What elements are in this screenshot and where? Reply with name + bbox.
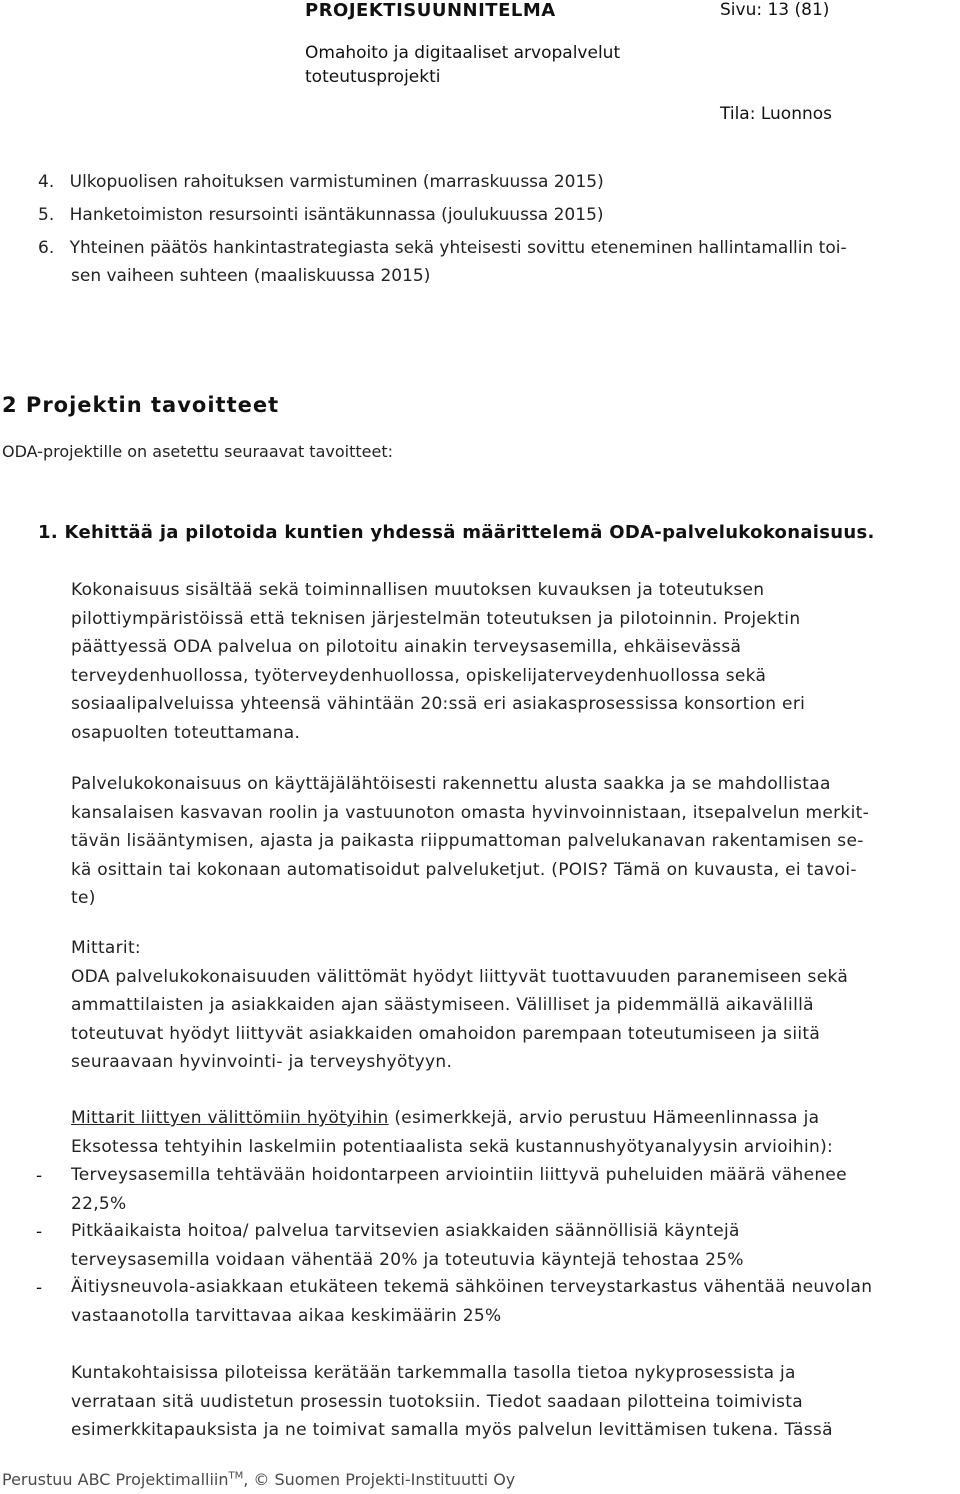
- bullet-item: [71, 1217, 956, 1274]
- text-line: Terveysasemilla tehtävään hoidontarpeen arviointiin liittyvä puheluiden määrä vähenee: [71, 1165, 847, 1185]
- text-line: kä osittain tai kokonaan automatisoidut palveluketjut. (POIS? Tämä on kuvausta, ei tavoi-: [71, 859, 857, 880]
- text-line: ammattilaisten ja asiakkaiden ajan säästymiseen. Välilliset ja pidemmällä aikavälillä: [71, 995, 814, 1015]
- list-text: Yhteinen päätös hankintastrategiasta sekä yhteisesti sovittu eteneminen hallintamallin toi-: [69, 238, 847, 258]
- text-line: Pitkäaikaista hoitoa/ palvelua tarvitsevien asiakkaiden säännöllisiä käyntejä: [71, 1221, 740, 1241]
- bullet-item: [71, 1161, 956, 1218]
- text-line: seuraavaan hyvinvointi- ja terveyshyötyyn.: [71, 1052, 453, 1072]
- text-line: esimerkkitapauksista ja ne toimivat samalla myös palvelun levittämisen tukena. Tässä: [71, 1420, 833, 1440]
- text-line: verrataan sitä uudistetun prosessin tuotoksiin. Tiedot saadaan pilotteina toimivista: [71, 1391, 803, 1412]
- document-status: Tila: Luonnos: [720, 104, 833, 124]
- list-item: [38, 172, 604, 192]
- footer: [2, 1470, 515, 1489]
- bullet-item: [71, 1273, 956, 1330]
- list-item: [38, 238, 847, 258]
- list-text-continuation: sen vaiheen suhteen (maaliskuussa 2015): [71, 266, 431, 286]
- text-line: terveysasemilla voidaan vähentää 20% ja toteutuvia käyntejä tehostaa 25%: [71, 1249, 744, 1270]
- text-line: 22,5%: [71, 1193, 127, 1214]
- goal-heading: 1. Kehittää ja pilotoida kuntien yhdessä määrittelemä ODA-palvelukokonaisuus.: [38, 522, 875, 543]
- text-line: pilottiympäristöissä että teknisen järjestelmän toteutuksen ja pilotoinnin. Projektin: [71, 608, 801, 629]
- text-line: Kokonaisuus sisältää sekä toiminnallisen muutoksen kuvauksen ja toteutuksen: [71, 580, 765, 600]
- footer-prefix: Perustuu ABC Projektimalliin: [2, 1470, 229, 1489]
- text-line: kansalaisen kasvavan roolin ja vastuunoton omasta hyvinvoinnistaan, itsepalvelun merkit-: [71, 802, 869, 823]
- text-line: päättyessä ODA palvelua on pilotoitu ainakin terveysasemilla, ehkäisevässä: [71, 637, 742, 657]
- section-intro: ODA-projektille on asetettu seuraavat tavoitteet:: [2, 442, 393, 461]
- project-name-line1: Omahoito ja digitaaliset arvopalvelut: [305, 43, 621, 63]
- metrics-label: Mittarit:: [71, 938, 141, 958]
- project-name: [305, 41, 620, 89]
- text-line: Äitiysneuvola-asiakkaan etukäteen tekemä sähköinen terveystarkastus vähentää neuvolan: [71, 1277, 873, 1297]
- document-title: PROJEKTISUUNNITELMA: [305, 0, 556, 21]
- list-item: [38, 205, 604, 225]
- text-line: Eksotessa tehtyihin laskelmiin potentiaalista sekä kustannushyötyanalyysin arvioihin):: [71, 1136, 834, 1157]
- direct-metrics-label: Mittarit liittyen välittömiin hyötyihin: [71, 1108, 389, 1128]
- service-description: [71, 770, 956, 913]
- project-name-line2: toteutusprojekti: [305, 67, 441, 87]
- section-heading: 2 Projektin tavoitteet: [2, 393, 280, 417]
- list-text: Hanketoimiston resursointi isäntäkunnassa (joulukuussa 2015): [69, 205, 604, 225]
- text-line: tävän lisääntymisen, ajasta ja paikasta riippumattoman palvelukanavan rakentamisen se-: [71, 831, 864, 851]
- text-line: osapuolten toteuttamana.: [71, 722, 301, 743]
- list-text: Ulkopuolisen rahoituksen varmistuminen (marraskuussa 2015): [69, 172, 604, 192]
- text-line: Palvelukokonaisuus on käyttäjälähtöisesti rakennettu alusta saakka ja se mahdollistaa: [71, 774, 831, 794]
- list-number: 6.: [38, 238, 55, 258]
- direct-metrics-intro: [71, 1104, 956, 1161]
- direct-metrics-rest: (esimerkkejä, arvio perustuu Hämeenlinnassa ja: [388, 1108, 820, 1128]
- text-line: te): [71, 888, 96, 908]
- trademark-mark: TM: [228, 1470, 244, 1482]
- text-line: toteutuvat hyödyt liittyvät asiakkaiden omahoidon parempaan toteutumiseen ja siitä: [71, 1023, 821, 1044]
- text-line: vastaanotolla tarvittavaa aikaa keskimäärin 25%: [71, 1305, 502, 1326]
- text-line: sosiaalipalveluissa yhteensä vähintään 20:ssä eri asiakasprosessissa konsortion eri: [71, 694, 806, 714]
- list-number: 4.: [38, 172, 55, 192]
- pilot-description: [71, 1359, 956, 1445]
- text-line: terveydenhuollossa, työterveydenhuollossa, opiskelijaterveydenhuollossa sekä: [71, 665, 767, 686]
- list-number: 5.: [38, 205, 55, 225]
- bullet-dash: -: [36, 1222, 43, 1242]
- text-line: ODA palvelukokonaisuuden välittömät hyödyt liittyvät tuottavuuden paranemiseen sekä: [71, 966, 849, 987]
- metrics-block: [71, 934, 956, 1077]
- footer-suffix: , © Suomen Projekti-Instituutti Oy: [243, 1470, 516, 1489]
- goal-description: [71, 576, 956, 747]
- bullet-dash: -: [36, 1166, 43, 1186]
- text-line: Kuntakohtaisissa piloteissa kerätään tarkemmalla tasolla tietoa nykyprosessista ja: [71, 1363, 796, 1383]
- page-number: Sivu: 13 (81): [720, 0, 830, 20]
- bullet-dash: -: [36, 1278, 43, 1298]
- text-line: [71, 1104, 956, 1133]
